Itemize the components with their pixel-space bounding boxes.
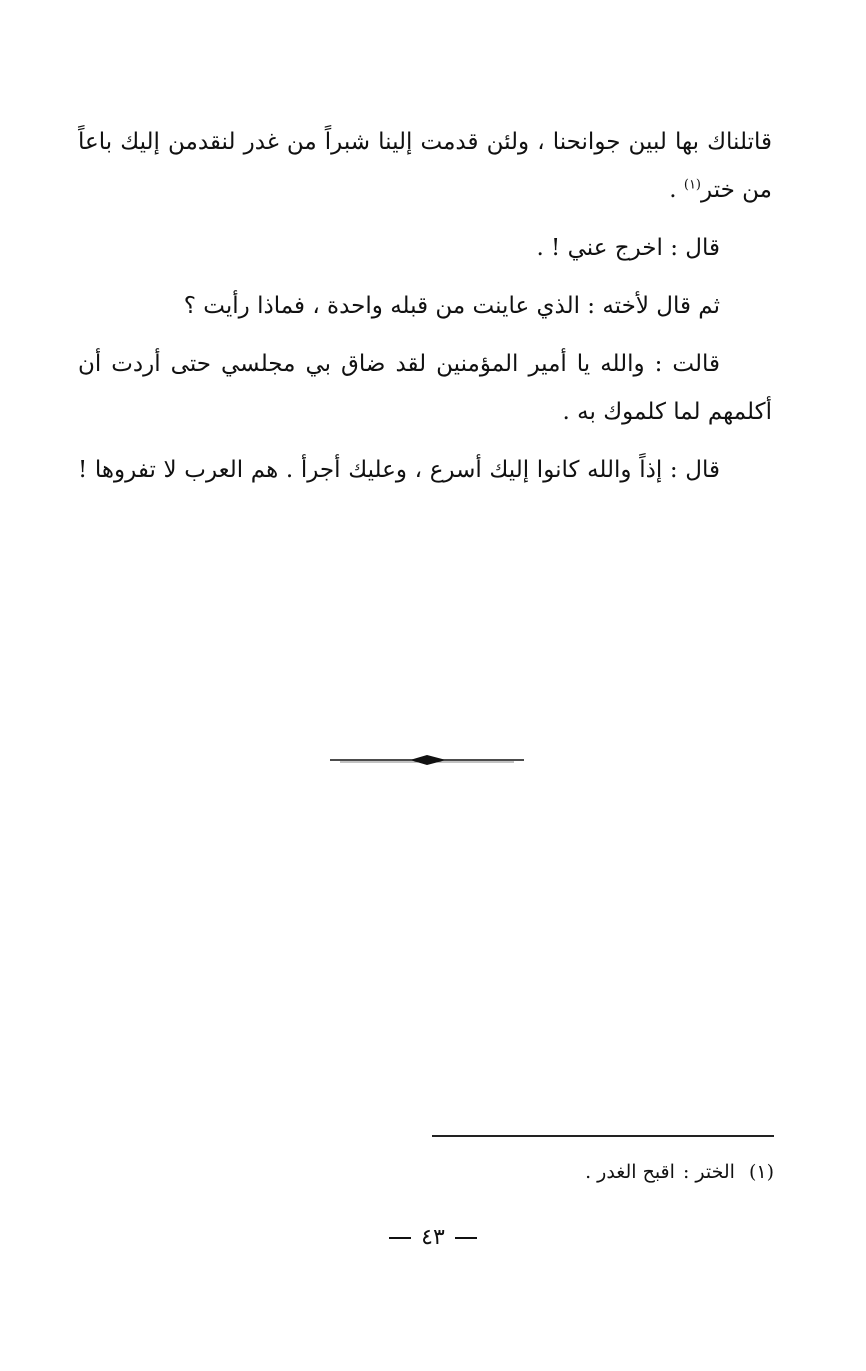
- dash-decoration: [455, 1237, 477, 1239]
- footnote-term: الختر :: [682, 1161, 735, 1183]
- page-number-value: ٤٣: [421, 1225, 445, 1250]
- text-line: قال : اخرج عني ! .: [536, 235, 720, 261]
- footnote-reference: (١): [683, 177, 701, 193]
- footnote-definition: اقبح الغدر .: [585, 1161, 675, 1183]
- footnote-separator: [432, 1135, 774, 1137]
- text-line: قال : إذاً والله كانوا إليك أسرع ، وعليك أجرأ . هم العرب لا تفروها !: [78, 457, 720, 483]
- text-fragment: من ختر: [701, 177, 772, 203]
- section-divider-ornament: [330, 753, 524, 767]
- text-fragment: .: [669, 177, 684, 203]
- main-text: [78, 118, 772, 494]
- text-line: قاتلناك بها لبين جوانحنا ، ولئن قدمت إلينا شبراً من غدر لنقدمن إليك باعاً: [78, 129, 772, 155]
- dash-decoration: [389, 1237, 411, 1239]
- page-number: [0, 1220, 866, 1256]
- footnote: [585, 1156, 774, 1188]
- text-line: أكلمهم لما كلموك به .: [562, 399, 772, 425]
- text-line: قالت : والله يا أمير المؤمنين لقد ضاق بي مجلسي حتى أردت أن: [78, 351, 720, 377]
- text-line: ثم قال لأخته : الذي عاينت من قبله واحدة ، فماذا رأيت ؟: [183, 293, 720, 319]
- footnote-number: (١): [748, 1161, 774, 1183]
- text-line: [78, 166, 772, 214]
